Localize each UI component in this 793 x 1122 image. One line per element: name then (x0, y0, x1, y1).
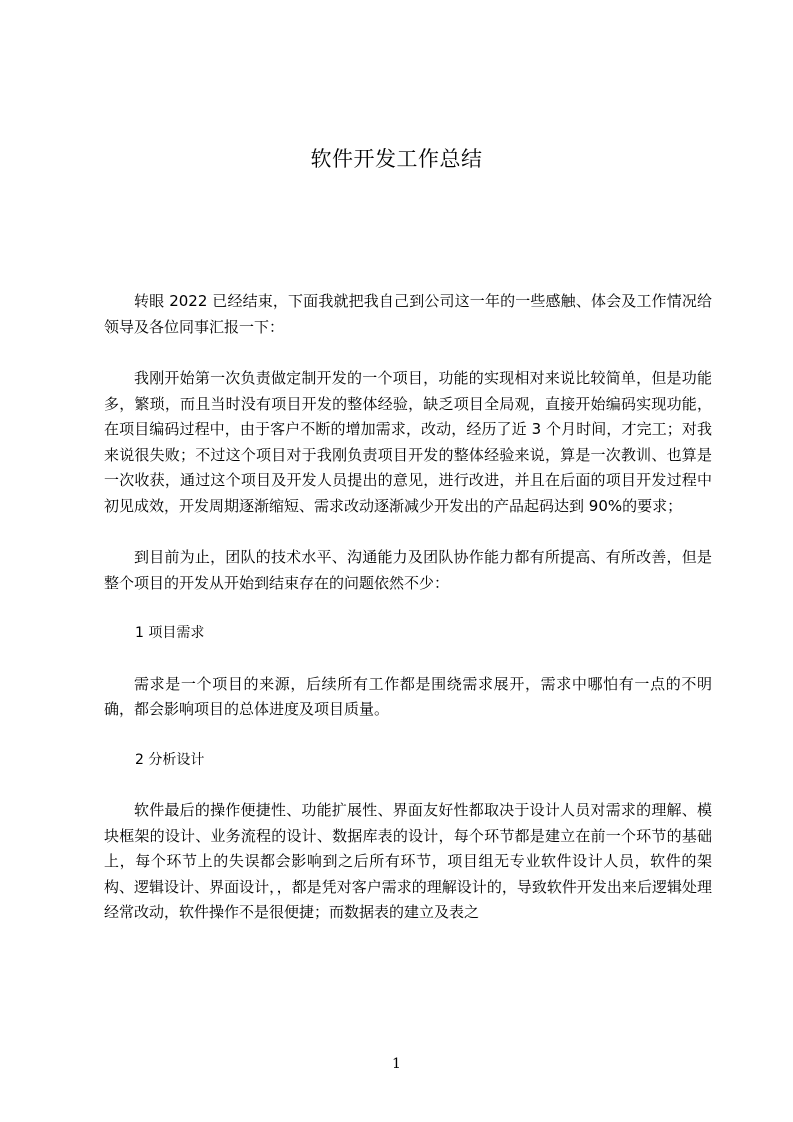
document-title: 软件开发工作总结 (310, 147, 483, 171)
first-project-paragraph: 我刚开始第一次负责做定制开发的一个项目，功能的实现相对来说比较简单，但是功能多，繁琐，而且当时没有项目开发的整体经验，缺乏项目全局观，直接开始编码实现功能，在项目编码过程中，由于客户不断的增加需求，改动，经历了近 3 个月时间，才完工；对我来说很失败；不过这个项目对于我刚负责项目开发的整体经验来说，算是一次教训、也算是一次收获，通过这个项目及开发人员提出的意见，进行改进，并且在后面的项目开发过程中初见成效，开发周期逐渐缩短、需求改动逐渐减少开发出的产品起码达到 90%的要求； (104, 369, 712, 515)
paragraph-spacer (104, 596, 712, 621)
paragraph-spacer (104, 519, 712, 545)
paragraph-spacer (104, 647, 712, 672)
paragraph-spacer (104, 723, 712, 748)
page-number: 1 (392, 1056, 401, 1072)
paragraph-spacer (104, 340, 712, 366)
paragraph-spacer (104, 773, 712, 798)
section-heading-requirements: 1 项目需求 (135, 625, 205, 641)
team-progress-paragraph: 到目前为止，团队的技术水平、沟通能力及团队协作能力都有所提高、有所改善，但是整个项目的开发从开始到结束存在的问题依然不少： (104, 548, 712, 592)
intro-paragraph: 转眼 2022 已经结束，下面我就把我自己到公司这一年的一些感触、体会及工作情况给领导及各位同事汇报一下： (104, 292, 712, 336)
design-paragraph: 软件最后的操作便捷性、功能扩展性、界面友好性都取决于设计人员对需求的理解、模块框架的设计、业务流程的设计、数据库表的设计，每个环节都是建立在前一个环节的基础上，每个环节上的失误都会影响到之后所有环节，项目组无专业软件设计人员，软件的架构、逻辑设计、界面设计，，都是凭对客户需求的理解设计的，导致软件开发出来后逻辑处理经常改动，软件操作不是很便捷；而数据表的建立及表之 (104, 801, 712, 921)
requirements-paragraph: 需求是一个项目的来源，后续所有工作都是围绕需求展开，需求中哪怕有一点的不明确，都会影响项目的总体进度及项目质量。 (104, 674, 712, 718)
section-heading-design: 2 分析设计 (135, 751, 205, 768)
document-body (104, 289, 712, 926)
